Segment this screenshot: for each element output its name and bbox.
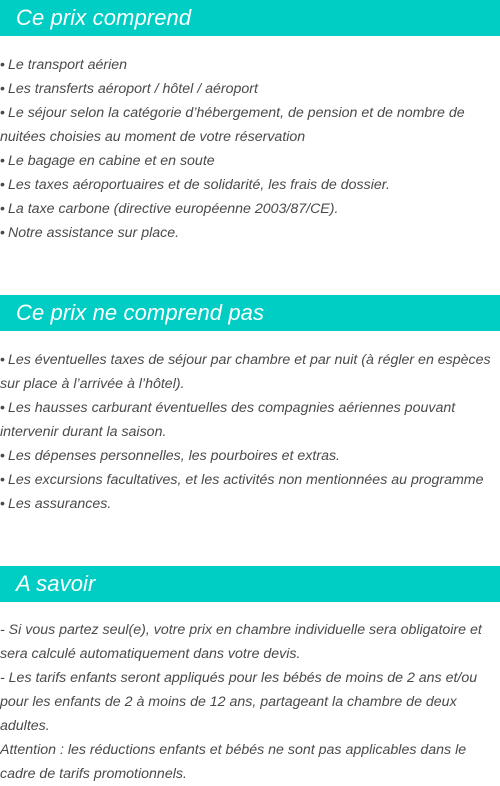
- list-item: • Le bagage en cabine et en soute: [0, 153, 215, 169]
- list-item: • Les hausses carburant éventuelles des compagnies aériennes pouvant intervenir durant la saison.: [0, 400, 456, 440]
- list-item: • Notre assistance sur place.: [0, 225, 180, 241]
- list-item: • Les excursions facultatives, et les activités non mentionnées au programme: [0, 472, 484, 488]
- info-paragraph: - Si vous partez seul(e), votre prix en chambre individuelle sera obligatoire et sera calculé automatiquement dans votre devis.: [0, 622, 482, 662]
- bullet-icon: •: [0, 448, 5, 464]
- bullet-icon: •: [0, 177, 5, 193]
- info-text: [0, 618, 500, 786]
- list-item: • Le séjour selon la catégorie d’hébergement, de pension et de nombre de nuitées choisies au moment de votre réservation: [0, 105, 465, 145]
- bullet-icon: •: [0, 81, 5, 97]
- includes-section: [0, 0, 500, 245]
- bullet-icon: •: [0, 400, 5, 416]
- info-header: [0, 566, 500, 602]
- excludes-header: [0, 295, 500, 331]
- bullet-icon: •: [0, 105, 5, 121]
- bullet-icon: •: [0, 201, 5, 217]
- list-item: • La taxe carbone (directive européenne 2003/87/CE).: [0, 201, 339, 217]
- bullet-icon: •: [0, 153, 5, 169]
- info-title: A savoir: [16, 571, 96, 596]
- bullet-icon: •: [0, 496, 5, 512]
- bullet-icon: •: [0, 57, 5, 73]
- bullet-icon: •: [0, 472, 5, 488]
- includes-title: Ce prix comprend: [16, 5, 192, 30]
- list-item: • Les assurances.: [0, 496, 112, 512]
- list-item: • Les dépenses personnelles, les pourboires et extras.: [0, 448, 340, 464]
- includes-header: [0, 0, 500, 36]
- excludes-section: [0, 295, 500, 516]
- list-item: • Les transferts aéroport / hôtel / aéroport: [0, 81, 258, 97]
- bullet-icon: •: [0, 225, 5, 241]
- bullet-icon: •: [0, 352, 5, 368]
- list-item: • Les éventuelles taxes de séjour par chambre et par nuit (à régler en espèces sur place à l’arrivée à l’hôtel).: [0, 352, 491, 392]
- excludes-title: Ce prix ne comprend pas: [16, 300, 265, 325]
- info-section: [0, 566, 500, 786]
- list-item: • Le transport aérien: [0, 57, 128, 73]
- includes-list: [0, 53, 500, 245]
- info-paragraph: Attention : les réductions enfants et bébés ne sont pas applicables dans le cadre de tarifs promotionnels.: [0, 742, 467, 782]
- excludes-list: [0, 348, 500, 516]
- info-paragraph: - Les tarifs enfants seront appliqués pour les bébés de moins de 2 ans et/ou pour les enfants de 2 à moins de 12 ans, partageant la chambre de deux adultes.: [0, 670, 478, 734]
- list-item: • Les taxes aéroportuaires et de solidarité, les frais de dossier.: [0, 177, 390, 193]
